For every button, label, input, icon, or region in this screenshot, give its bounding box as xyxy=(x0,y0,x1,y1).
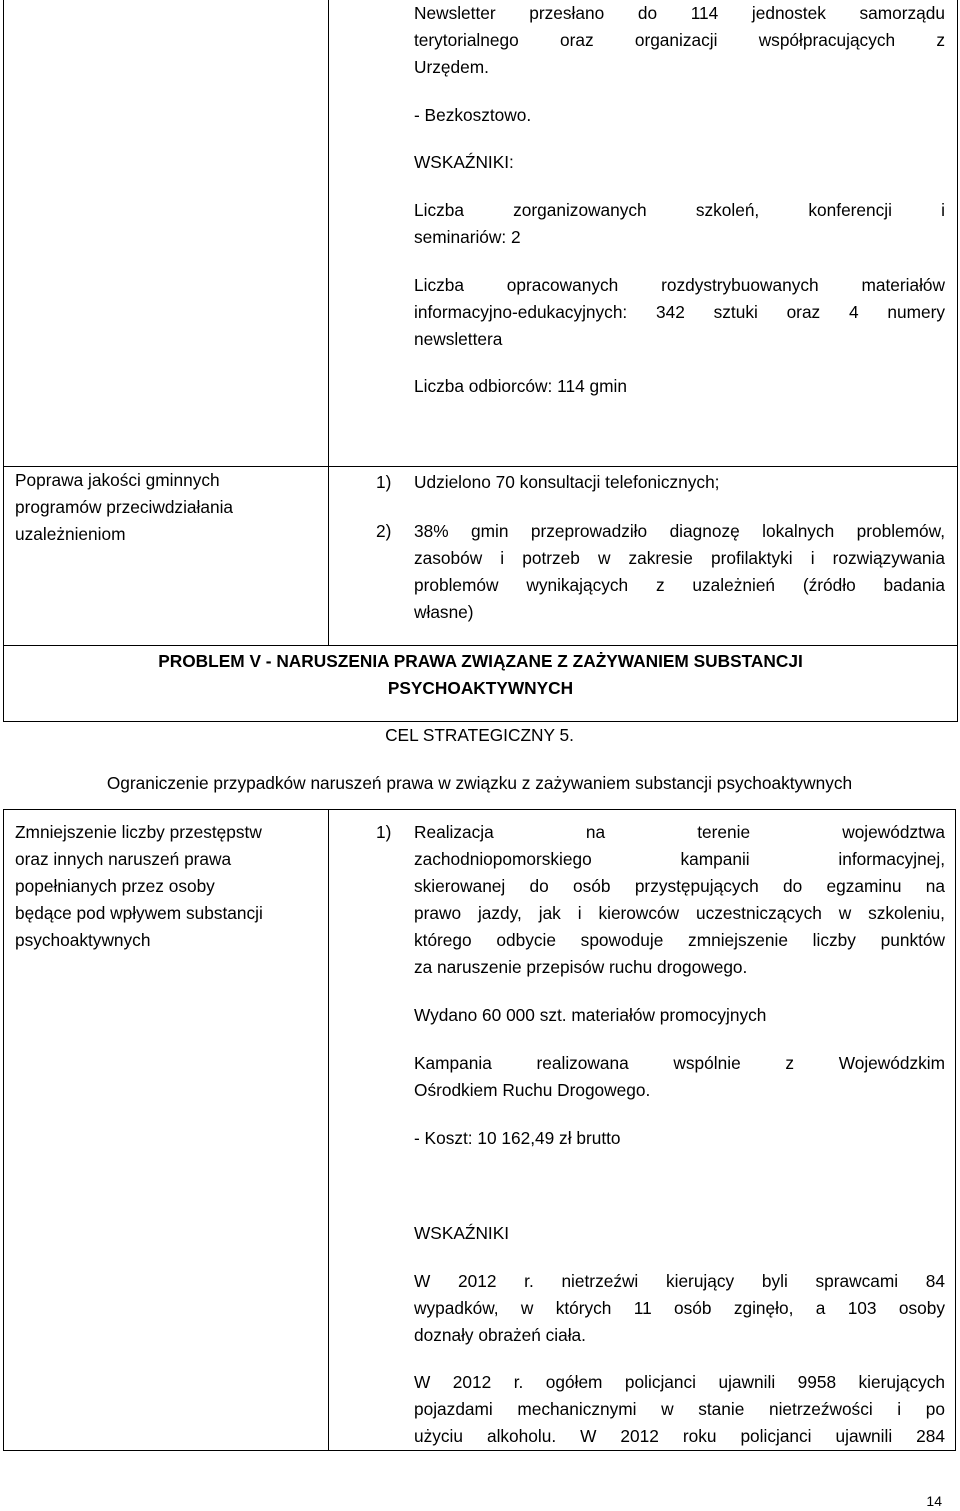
text-line: psychoaktywnych xyxy=(15,930,151,950)
list-number: 1) xyxy=(376,822,392,842)
text-line: pojazdami mechanicznymi w stanie nietrzeźwości i po xyxy=(414,1399,945,1419)
list-item-text: zasobów i potrzeb w zakresie profilaktyki i rozwiązywania xyxy=(414,548,945,568)
strategic-goal-description: Ograniczenie przypadków naruszeń prawa w związku z zażywaniem substancji psychoaktywnych xyxy=(106,773,853,793)
list-item-text: własne) xyxy=(414,602,474,622)
text-line: doznały obrażeń ciała. xyxy=(414,1325,586,1345)
list-item-text: prawo jazdy, jak i kierowców uczestniczących w szkoleniu, xyxy=(414,903,945,923)
table-lower xyxy=(3,809,956,1451)
indicators-heading: WSKAŹNIKI: xyxy=(414,152,514,172)
text-line: Liczba odbiorców: 114 gmin xyxy=(414,376,627,396)
text-line: terytorialnego oraz organizacji współpracujących z xyxy=(414,30,945,50)
list-number: 2) xyxy=(376,521,392,541)
right-cell xyxy=(329,810,955,1450)
text-line: W 2012 r. ogółem policjanci ujawnili 9958 kierujących xyxy=(414,1372,945,1392)
strategic-goal-title: CEL STRATEGICZNY 5. xyxy=(385,725,574,745)
list-item-text: którego odbycie spowoduje zmniejszenie liczby punktów xyxy=(414,930,945,950)
problem-heading: PROBLEM V - NARUSZENIA PRAWA ZWIĄZANE Z ZAŻYWANIEM SUBSTANCJI xyxy=(158,651,803,671)
text-line: Newsletter przesłano do 114 jednostek samorządu xyxy=(414,3,945,23)
text-line: W 2012 r. nietrzeźwi kierujący byli sprawcami 84 xyxy=(414,1271,945,1291)
table-row xyxy=(4,467,957,646)
cost-line: - Bezkosztowo. xyxy=(414,105,532,125)
text-line: Ośrodkiem Ruchu Drogowego. xyxy=(414,1080,651,1100)
text-line: Liczba opracowanych rozdystrybuowanych materiałów xyxy=(414,275,945,295)
left-cell xyxy=(4,467,329,645)
page-number: 14 xyxy=(926,1493,942,1509)
text-line: wypadków, w których 11 osób zginęło, a 103 osoby xyxy=(414,1298,945,1318)
text-line: popełnianych przez osoby xyxy=(15,876,215,896)
list-item-text: problemów wynikających z uzależnień (źródło badania xyxy=(414,575,945,595)
text-line: informacyjno-edukacyjnych: 342 sztuki oraz 4 numery xyxy=(414,302,945,322)
list-item-text: Udzielono 70 konsultacji telefonicznych; xyxy=(414,472,720,492)
problem-heading: PSYCHOAKTYWNYCH xyxy=(387,678,574,698)
list-item-text: za naruszenie przepisów ruchu drogowego. xyxy=(414,957,748,977)
left-cell-empty xyxy=(4,0,329,466)
table-row xyxy=(4,0,957,467)
text-line: seminariów: 2 xyxy=(414,227,521,247)
text-line: Urzędem. xyxy=(414,57,489,77)
left-cell xyxy=(4,810,329,1450)
text-line: Wydano 60 000 szt. materiałów promocyjnych xyxy=(414,1005,767,1025)
list-item-text: Realizacja na terenie województwa xyxy=(414,822,945,842)
table-upper xyxy=(3,0,958,722)
text-line: uzależnieniom xyxy=(15,524,126,544)
text-line: programów przeciwdziałania xyxy=(15,497,234,517)
right-cell xyxy=(329,467,957,645)
text-line: oraz innych naruszeń prawa xyxy=(15,849,232,869)
text-line: użyciu alkoholu. W 2012 roku policjanci ujawnili 284 xyxy=(414,1426,945,1446)
text-line: Zmniejszenie liczby przestępstw xyxy=(15,822,262,842)
cost-line: - Koszt: 10 162,49 zł brutto xyxy=(414,1128,621,1148)
text-line: będące pod wpływem substancji xyxy=(15,903,263,923)
list-item-text: zachodniopomorskiego kampanii informacyjnej, xyxy=(414,849,945,869)
indicators-heading: WSKAŹNIKI xyxy=(414,1223,510,1243)
right-cell xyxy=(329,0,957,466)
list-item-text: skierowanej do osób przystępujących do egzaminu na xyxy=(414,876,945,896)
text-line: Poprawa jakości gminnych xyxy=(15,470,220,490)
list-item-text: 38% gmin przeprowadziło diagnozę lokalnych problemów, xyxy=(414,521,945,541)
list-number: 1) xyxy=(376,472,392,492)
text-line: newslettera xyxy=(414,329,503,349)
text-line: Kampania realizowana wspólnie z Wojewódzkim xyxy=(414,1053,945,1073)
text-line: Liczba zorganizowanych szkoleń, konferencji i xyxy=(414,200,945,220)
